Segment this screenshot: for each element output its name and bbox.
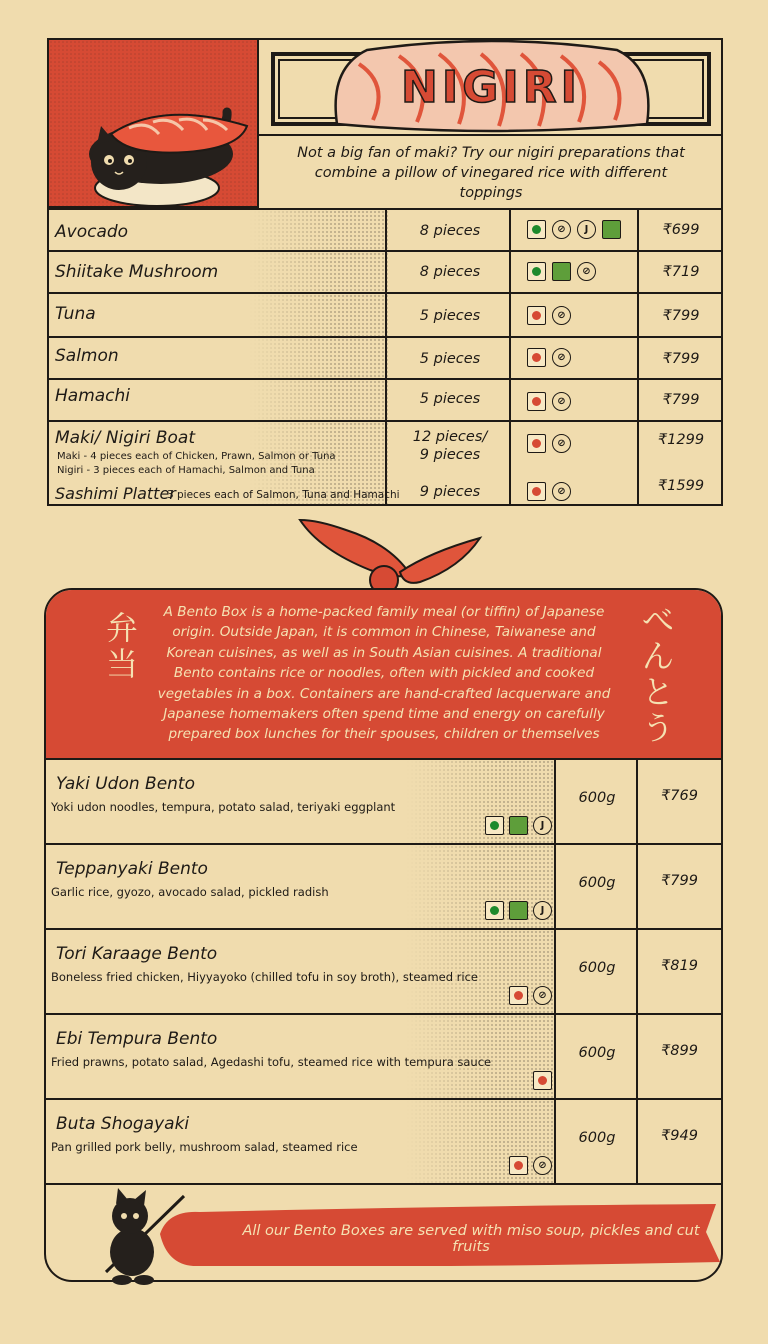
no-gluten-icon: ⊘: [552, 482, 571, 501]
jain-icon: J: [577, 220, 596, 239]
item-weight: 600g: [578, 960, 616, 976]
footer-note: All our Bento Boxes are served with miso soup, pickles and cut fruits: [242, 1223, 700, 1255]
item-name: Tori Karaage Bento: [56, 944, 218, 964]
menu-row: [46, 1015, 721, 1100]
diet-icons: [527, 262, 596, 281]
item-qty: 5 pieces: [419, 351, 481, 367]
menu-row: [49, 378, 723, 420]
no-gluten-icon: ⊘: [552, 348, 571, 367]
non-veg-icon: [527, 392, 546, 411]
item-price: ₹819: [661, 958, 698, 974]
veg-icon: [527, 262, 546, 281]
nigiri-title-band: [259, 40, 723, 136]
chili-decoration: [280, 512, 500, 596]
non-veg-icon: [509, 986, 528, 1005]
item-price: ₹949: [661, 1128, 698, 1144]
item-name: Teppanyaki Bento: [56, 859, 208, 879]
item-description: Pan grilled pork belly, mushroom salad, steamed rice: [51, 1140, 358, 1154]
diet-icons: [527, 434, 571, 453]
item-name: Yaki Udon Bento: [56, 774, 195, 794]
non-veg-icon: [527, 482, 546, 501]
item-name: Maki/ Nigiri Boat: [55, 428, 196, 448]
non-veg-icon: [509, 1156, 528, 1175]
jain-icon: J: [533, 816, 552, 835]
no-gluten-icon: ⊘: [552, 392, 571, 411]
item-qty: 5 pieces: [419, 308, 481, 324]
jain-icon: J: [533, 901, 552, 920]
non-veg-icon: [527, 434, 546, 453]
non-veg-icon: [527, 348, 546, 367]
diet-icons: [527, 392, 571, 411]
cat-sushi-illustration: [49, 40, 259, 208]
no-gluten-icon: ⊘: [533, 1156, 552, 1175]
item-description: Garlic rice, gyozo, avocado salad, pickled radish: [51, 885, 329, 899]
menu-row: [46, 760, 721, 845]
bento-kana: べんとう: [641, 601, 674, 747]
vegan-icon: [509, 901, 528, 920]
veg-icon: [485, 816, 504, 835]
diet-icons: [485, 901, 552, 920]
no-gluten-icon: ⊘: [533, 986, 552, 1005]
item-name: Hamachi: [55, 386, 131, 406]
item-price: ₹799: [662, 351, 700, 367]
item-subtext: Nigiri - 3 pieces each of Hamachi, Salmon and Tuna: [57, 465, 315, 476]
item-subtext: 3 pieces each of Salmon, Tuna and Hamachi: [167, 489, 400, 501]
diet-icons: [509, 1156, 552, 1175]
menu-row: [49, 420, 723, 506]
menu-row: [49, 292, 723, 336]
diet-icons: [509, 986, 552, 1005]
item-qty: 9 pieces: [419, 484, 481, 500]
item-weight: 600g: [578, 875, 616, 891]
bento-header: [46, 590, 721, 760]
no-gluten-icon: ⊘: [552, 434, 571, 453]
item-description: Fried prawns, potato salad, Agedashi tofu, steamed rice with tempura sauce: [51, 1055, 492, 1069]
menu-row: [46, 930, 721, 1015]
non-veg-icon: [533, 1071, 552, 1090]
vegan-icon: [509, 816, 528, 835]
item-price: ₹1599: [657, 478, 705, 494]
diet-icons: [527, 482, 571, 501]
item-qty: 8 pieces: [419, 264, 481, 280]
cat-holding-brush-illustration: [92, 1186, 188, 1286]
item-weight: 600g: [578, 1045, 616, 1061]
diet-icons: [527, 306, 571, 325]
diet-icons: [533, 1071, 552, 1090]
diet-icons: [485, 816, 552, 835]
item-name: Salmon: [55, 346, 119, 366]
nigiri-title: NIGIRI: [401, 62, 581, 113]
item-subtext: Maki - 4 pieces each of Chicken, Prawn, Salmon or Tuna: [57, 451, 336, 462]
item-name: Sashimi Platter: [55, 484, 176, 503]
no-gluten-icon: ⊘: [577, 262, 596, 281]
item-name: Tuna: [55, 304, 96, 324]
item-name: Buta Shogayaki: [56, 1114, 190, 1134]
diet-icons: [527, 220, 621, 239]
vegan-icon: [552, 262, 571, 281]
non-veg-icon: [527, 306, 546, 325]
diet-icons: [527, 348, 571, 367]
item-price: ₹769: [661, 788, 698, 804]
item-name: Shiitake Mushroom: [55, 262, 219, 282]
item-qty: 8 pieces: [419, 223, 481, 239]
menu-row: [46, 1100, 721, 1185]
menu-row: [49, 250, 723, 292]
nigiri-intro: Not a big fan of maki? Try our nigiri preparations that combine a pillow of vinegared rice with different toppings: [297, 145, 685, 201]
item-price: ₹799: [661, 873, 698, 889]
bento-description: A Bento Box is a home-packed family meal (or tiffin) of Japanese origin. Outside Japan, it is common in Chinese, Taiwanese and Korean cuisines, as well as in South Asian cuisines. A traditional Bento contains rice or noodles, often with pickled and cooked vegetables in a box. Containers are hand-crafted lacquerware and Japanese homemakers often spend time and energy on carefully prepared box lunches for their spouses, children or themselves: [157, 604, 611, 743]
item-price: ₹1299: [657, 432, 705, 448]
bento-kanji: 弁当: [105, 609, 138, 683]
item-price: ₹719: [662, 264, 700, 280]
veg-icon: [485, 901, 504, 920]
item-price: ₹799: [662, 392, 700, 408]
veg-icon: [527, 220, 546, 239]
item-name: Ebi Tempura Bento: [56, 1029, 218, 1049]
item-price: ₹899: [661, 1043, 698, 1059]
item-name: Avocado: [55, 222, 129, 242]
bento-section: [44, 588, 723, 1282]
item-price: ₹699: [662, 222, 700, 238]
vegan-icon: [602, 220, 621, 239]
item-qty: 5 pieces: [419, 391, 481, 407]
item-weight: 600g: [578, 790, 616, 806]
item-description: Yoki udon noodles, tempura, potato salad, teriyaki eggplant: [51, 800, 396, 814]
item-price: ₹799: [662, 308, 700, 324]
menu-row: [46, 845, 721, 930]
item-qty: 12 pieces/ 9 pieces: [412, 429, 488, 463]
item-description: Boneless fried chicken, Hiyyayoko (chilled tofu in soy broth), steamed rice: [51, 970, 478, 984]
menu-row: [49, 208, 723, 250]
nigiri-section: [47, 38, 723, 506]
no-gluten-icon: ⊘: [552, 306, 571, 325]
menu-row: [49, 336, 723, 378]
no-gluten-icon: ⊘: [552, 220, 571, 239]
item-weight: 600g: [578, 1130, 616, 1146]
